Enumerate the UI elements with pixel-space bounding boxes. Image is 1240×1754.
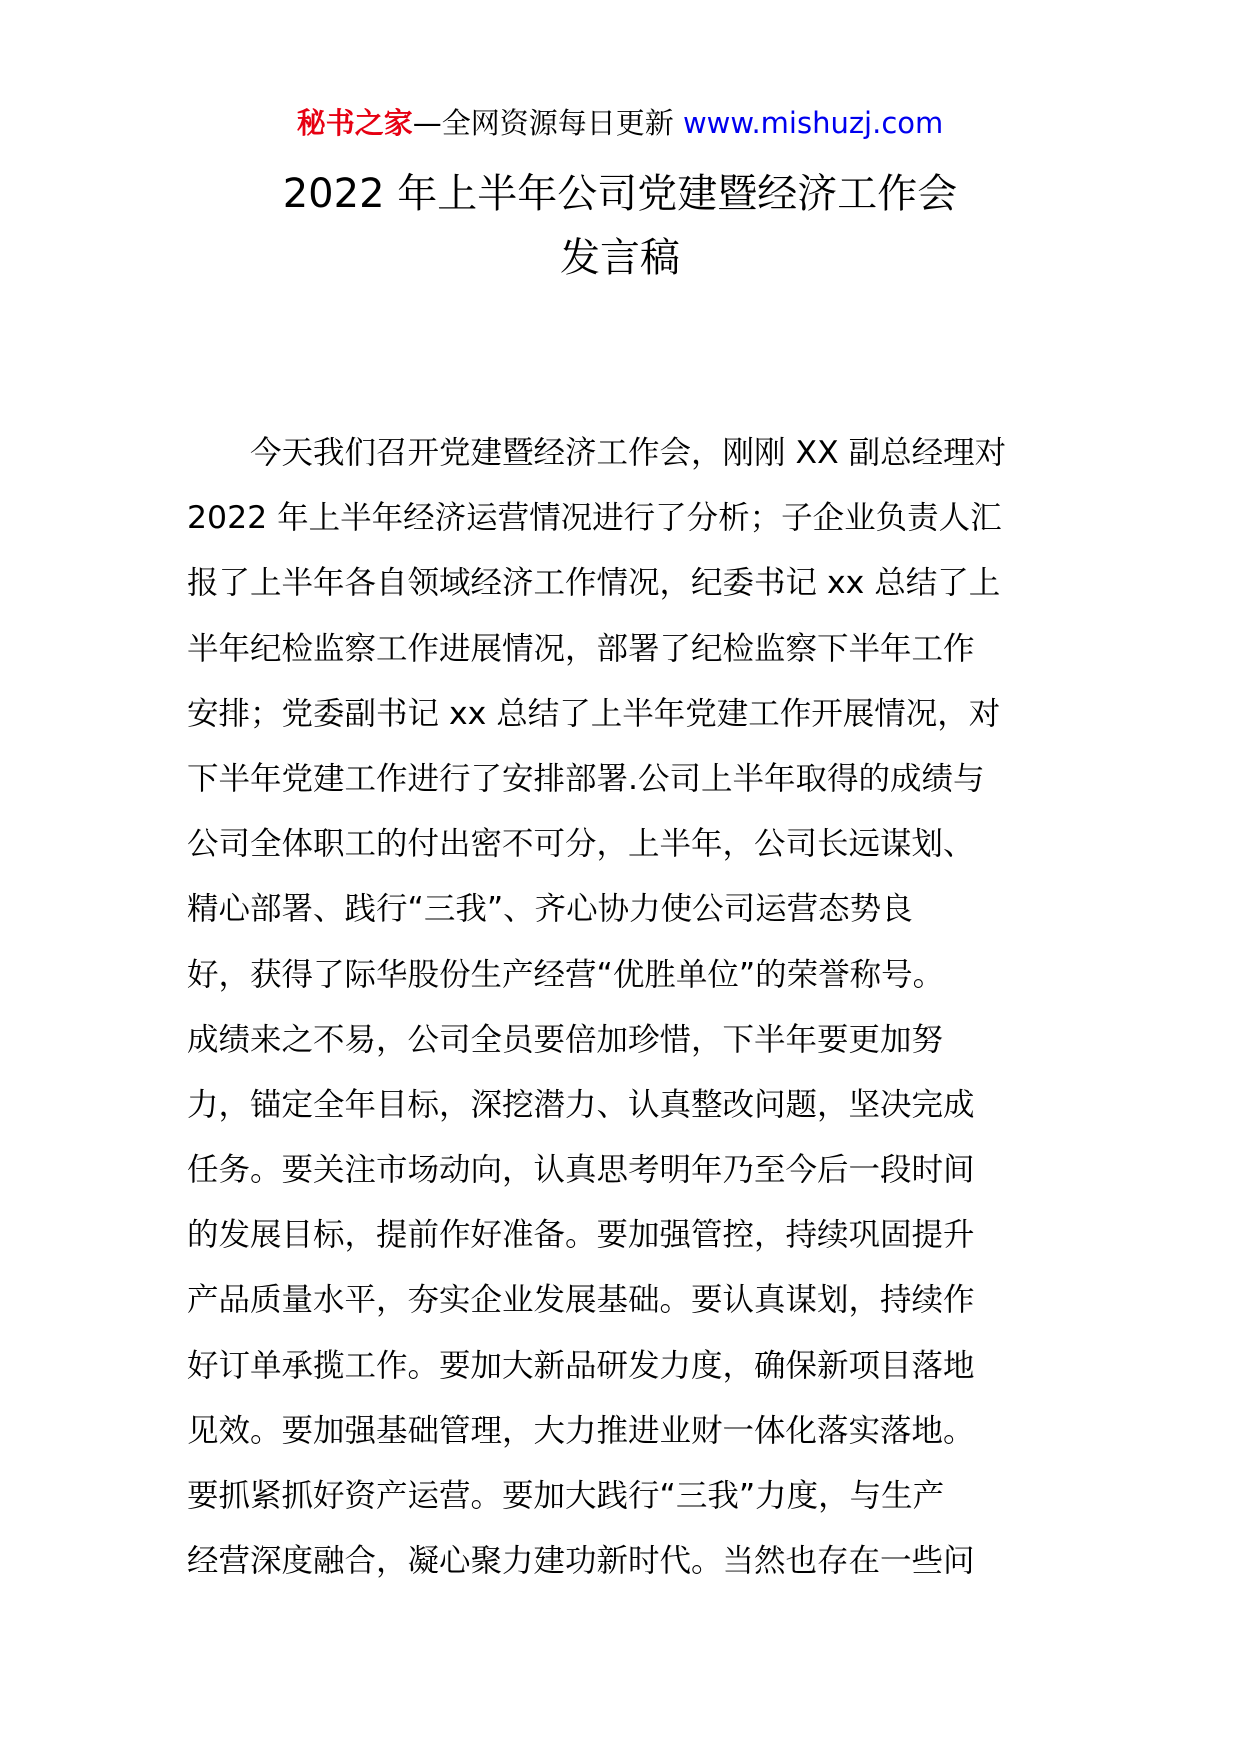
body-line: 精心部署、践行“三我”、齐心协力使公司运营态势良 (187, 891, 913, 928)
body-line: 经营深度融合，凝心聚力建功新时代。当然也存在一些问 (187, 1543, 975, 1580)
body-line: 成绩来之不易，公司全员要倍加珍惜，下半年要更加努 (187, 1021, 944, 1058)
body-line: 下半年党建工作进行了安排部署.公司上半年取得的成绩与 (187, 760, 985, 797)
site-brand: 秘书之家 (296, 106, 413, 140)
body-line: 见效。要加强基础管理，大力推进业财一体化落实落地。 (187, 1412, 975, 1449)
body-line: 要抓紧抓好资产运营。要加大践行“三我”力度，与生产 (187, 1478, 945, 1514)
body-line: 产品质量水平，夯实企业发展基础。要认真谋划，持续作 (187, 1282, 975, 1319)
document-title-line-1: 2022 年上半年公司党建暨经济工作会 (282, 171, 958, 217)
site-url-link[interactable]: www.mishuzj.com (682, 106, 944, 140)
document-title-line-2: 发言稿 (560, 235, 680, 281)
body-line: 半年纪检监察工作进展情况，部署了纪检监察下半年工作 (187, 630, 975, 667)
site-tagline: —全网资源每日更新 (412, 106, 683, 140)
body-line: 今天我们召开党建暨经济工作会，刚刚 XX 副总经理对 (250, 435, 1007, 471)
body-line: 任务。要关注市场动向，认真思考明年乃至今后一段时间 (187, 1152, 975, 1189)
body-line: 力，锚定全年目标，深挖潜力、认真整改问题，坚决完成 (187, 1086, 975, 1123)
body-line: 安排；党委副书记 xx 总结了上半年党建工作开展情况，对 (187, 695, 1001, 732)
body-line: 好订单承揽工作。要加大新品研发力度，确保新项目落地 (187, 1347, 975, 1384)
body-line: 公司全体职工的付出密不可分，上半年，公司长远谋划、 (187, 826, 975, 863)
site-header (0, 103, 1240, 143)
body-line: 报了上半年各自领域经济工作情况，纪委书记 xx 总结了上 (187, 565, 1001, 602)
document-body (187, 421, 1057, 1594)
body-line: 的发展目标，提前作好准备。要加强管控，持续巩固提升 (187, 1217, 975, 1254)
body-line: 2022 年上半年经济运营情况进行了分析；子企业负责人汇 (187, 500, 1002, 537)
body-line: 好，获得了际华股份生产经营“优胜单位”的荣誉称号。 (187, 956, 945, 993)
